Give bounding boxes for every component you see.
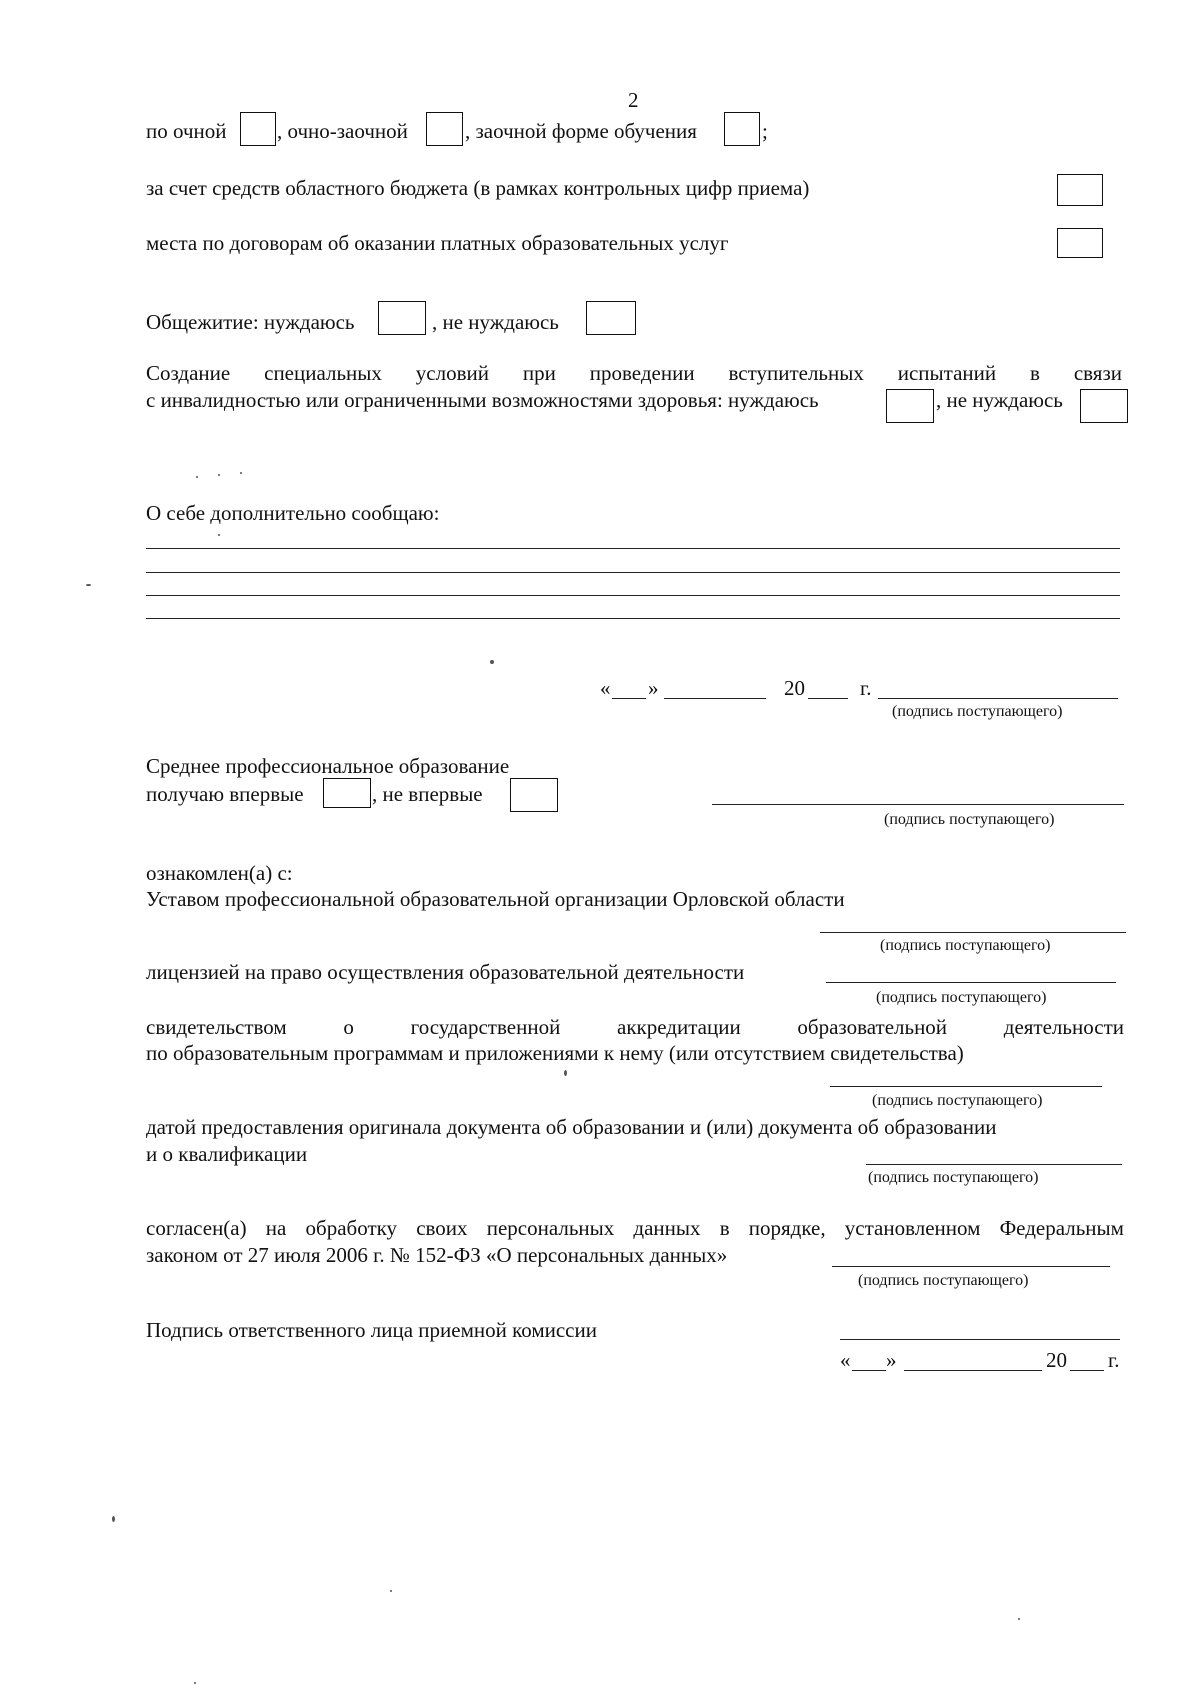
commission-signature-line[interactable] xyxy=(840,1339,1120,1340)
special-conditions-word: Создание xyxy=(146,361,231,385)
consent-word: персональных xyxy=(486,1216,615,1240)
accreditation-word: свидетельством xyxy=(146,1015,287,1039)
signature-caption: (подпись поступающего) xyxy=(880,937,1051,954)
special-conditions-word: проведении xyxy=(589,361,695,385)
signature-line[interactable] xyxy=(826,982,1116,983)
commission-date-year-field[interactable] xyxy=(1070,1370,1104,1371)
special-conditions-needed-checkbox[interactable] xyxy=(886,389,934,423)
special-conditions-word: условий xyxy=(415,361,489,385)
signature-line[interactable] xyxy=(830,1086,1102,1087)
accreditation-word: образовательной xyxy=(797,1015,948,1039)
special-conditions-word: вступительных xyxy=(728,361,864,385)
date-year-prefix: 20 xyxy=(784,676,805,700)
acknowledged-accreditation-line2: по образовательным программам и приложениями к нему (или отсутствием свидетельства) xyxy=(146,1041,964,1065)
consent-word: данных xyxy=(633,1216,701,1240)
education-not-first-checkbox[interactable] xyxy=(510,778,558,812)
full-time-checkbox[interactable] xyxy=(240,112,276,146)
consent-word: обработку xyxy=(305,1216,398,1240)
special-conditions-word: в xyxy=(1030,361,1040,385)
consent-word: на xyxy=(265,1216,287,1240)
about-label: О себе дополнительно сообщаю: xyxy=(146,501,440,525)
date-close-quote: » xyxy=(648,676,659,700)
special-conditions-word: испытаний xyxy=(897,361,997,385)
special-conditions-word: специальных xyxy=(264,361,382,385)
dormitory-needed-checkbox[interactable] xyxy=(378,301,426,335)
special-conditions-word: при xyxy=(522,361,556,385)
consent-line2: законом от 27 июля 2006 г. № 152-ФЗ «О персональных данных» xyxy=(146,1243,728,1267)
signature-line[interactable] xyxy=(712,804,1124,805)
commission-date-year-prefix: 20 xyxy=(1046,1348,1067,1372)
signature-caption: (подпись поступающего) xyxy=(872,1092,1043,1109)
special-conditions-line1 xyxy=(146,363,1122,384)
date-open-quote: « xyxy=(600,676,611,700)
funding-budget-label: за счет средств областного бюджета (в рамках контрольных цифр приема) xyxy=(146,176,810,200)
acknowledged-charter: Уставом профессиональной образовательной организации Орловской области xyxy=(146,887,845,911)
commission-date-day-field[interactable] xyxy=(852,1370,886,1371)
consent-word: порядке, xyxy=(748,1216,826,1240)
accreditation-word: деятельности xyxy=(1003,1015,1124,1039)
about-line[interactable] xyxy=(146,572,1120,573)
scan-speck xyxy=(490,660,494,664)
date-year-field[interactable] xyxy=(808,698,848,699)
commission-date-open-quote: « xyxy=(840,1348,851,1372)
scan-speck xyxy=(390,1590,392,1592)
consent-word: установленном xyxy=(844,1216,981,1240)
scan-speck xyxy=(218,534,220,536)
scan-speck xyxy=(240,472,242,474)
correspondence-checkbox[interactable] xyxy=(724,112,760,146)
signature-line[interactable] xyxy=(820,932,1126,933)
acknowledged-original-doc-line2: и о квалификации xyxy=(146,1142,308,1166)
about-line[interactable] xyxy=(146,618,1120,619)
dormitory-label: Общежитие: нуждаюсь xyxy=(146,310,355,334)
special-conditions-not-needed-label: , не нуждаюсь xyxy=(936,388,1063,412)
acknowledged-intro: ознакомлен(а) с: xyxy=(146,861,293,885)
education-first-time-label: получаю впервые xyxy=(146,782,304,806)
signature-line[interactable] xyxy=(878,698,1118,699)
consent-word: своих xyxy=(416,1216,468,1240)
acknowledged-original-doc-line1: датой предоставления оригинала документа об образовании и (или) документа об образовании xyxy=(146,1115,997,1139)
commission-date-close-quote: » xyxy=(886,1348,897,1372)
study-form-full-time-label: по очной xyxy=(146,119,227,143)
part-time-checkbox[interactable] xyxy=(426,112,463,146)
special-conditions-line2: с инвалидностью или ограниченными возможностями здоровья: нуждаюсь xyxy=(146,388,819,412)
education-title: Среднее профессиональное образование xyxy=(146,754,510,778)
special-conditions-not-needed-checkbox[interactable] xyxy=(1080,389,1128,423)
commission-label: Подпись ответственного лица приемной комиссии xyxy=(146,1318,597,1342)
scan-speck xyxy=(196,476,198,478)
signature-caption: (подпись поступающего) xyxy=(858,1272,1029,1289)
funding-paid-label: места по договорам об оказании платных образовательных услуг xyxy=(146,231,729,255)
date-year-suffix: г. xyxy=(860,676,872,700)
funding-paid-checkbox[interactable] xyxy=(1057,228,1103,258)
consent-word: согласен(а) xyxy=(146,1216,247,1240)
acknowledged-accreditation-line1 xyxy=(146,1017,1124,1038)
study-form-part-time-label: , очно-заочной xyxy=(277,119,408,143)
date-month-field[interactable] xyxy=(664,698,766,699)
special-conditions-word: связи xyxy=(1073,361,1122,385)
dormitory-not-needed-label: , не нуждаюсь xyxy=(432,310,559,334)
scan-speck xyxy=(1018,1618,1020,1620)
consent-word: Федеральным xyxy=(999,1216,1124,1240)
scan-speck xyxy=(564,1070,567,1076)
signature-line[interactable] xyxy=(832,1266,1110,1267)
scan-speck xyxy=(194,1682,196,1684)
consent-word: в xyxy=(719,1216,730,1240)
scan-speck xyxy=(86,584,91,586)
accreditation-word: государственной xyxy=(410,1015,561,1039)
acknowledged-license: лицензией на право осуществления образовательной деятельности xyxy=(146,960,745,984)
scan-speck xyxy=(112,1516,115,1522)
signature-caption: (подпись поступающего) xyxy=(892,703,1063,720)
dormitory-not-needed-checkbox[interactable] xyxy=(586,301,636,335)
consent-line1 xyxy=(146,1218,1124,1239)
signature-caption: (подпись поступающего) xyxy=(868,1169,1039,1186)
date-day-field[interactable] xyxy=(612,698,646,699)
about-line[interactable] xyxy=(146,595,1120,596)
scan-speck xyxy=(218,474,220,476)
education-not-first-label: , не впервые xyxy=(372,782,483,806)
study-form-correspondence-label: , заочной форме обучения xyxy=(465,119,697,143)
education-first-time-checkbox[interactable] xyxy=(323,778,371,808)
signature-line[interactable] xyxy=(866,1164,1122,1165)
funding-budget-checkbox[interactable] xyxy=(1057,174,1103,206)
study-form-end: ; xyxy=(762,119,768,143)
accreditation-word: о xyxy=(343,1015,354,1039)
signature-caption: (подпись поступающего) xyxy=(884,811,1055,828)
accreditation-word: аккредитации xyxy=(617,1015,741,1039)
commission-date-year-suffix: г. xyxy=(1108,1348,1120,1372)
commission-date-month-field[interactable] xyxy=(904,1370,1042,1371)
about-line[interactable] xyxy=(146,548,1120,549)
page-number: 2 xyxy=(628,88,639,112)
signature-caption: (подпись поступающего) xyxy=(876,989,1047,1006)
